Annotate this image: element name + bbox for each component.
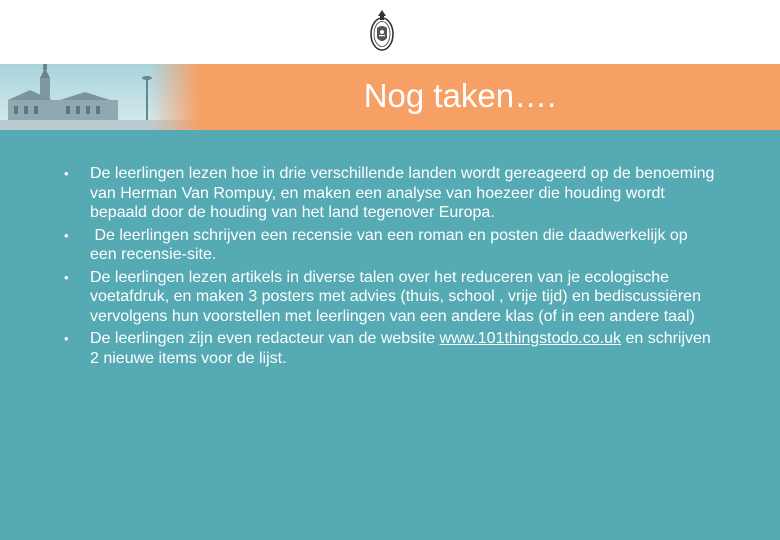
bullet-icon: • xyxy=(64,331,69,346)
bullet-text: en schrijven 2 nieuwe items voor de lijst. xyxy=(90,330,716,367)
list-item xyxy=(58,164,718,223)
city-skyline-photo xyxy=(0,64,200,130)
slide-title: Nog taken…. xyxy=(363,77,557,114)
bullet-text: De leerlingen schrijven een recensie van een roman en posten die daadwerkelijk op een recensie-site. xyxy=(90,226,693,263)
list-item xyxy=(58,268,718,327)
bullet-text: De leerlingen lezen artikels in diverse talen over het reduceren van je ecologische voetafdruk, en maken 3 posters met advies (thuis, school , vrije tijd) en bediscussiëren vervolgens hun voorstellen met leerlingen van een andere klas (of in een andere taal) xyxy=(90,268,701,325)
bullet-icon: • xyxy=(64,227,69,243)
bullet-text: De leerlingen lezen hoe in drie verschillende landen wordt gereageerd op de benoeming van Herman Van Rompuy, en maken een analyse van hoezeer die houding wordt bepaald door de houding van het land tegenover Europa. xyxy=(90,165,715,221)
bullet-text: De leerlingen zijn even redacteur van de website xyxy=(90,330,440,347)
list-item xyxy=(58,329,718,368)
university-seal-icon xyxy=(369,8,395,56)
slide-header xyxy=(0,0,780,64)
bullet-icon: • xyxy=(64,269,69,285)
website-link[interactable]: www.101thingstodo.co.uk xyxy=(439,330,621,347)
city-skyline-image xyxy=(0,64,200,130)
bullet-icon: • xyxy=(64,166,69,181)
list-item xyxy=(58,226,718,265)
task-list xyxy=(58,164,718,371)
